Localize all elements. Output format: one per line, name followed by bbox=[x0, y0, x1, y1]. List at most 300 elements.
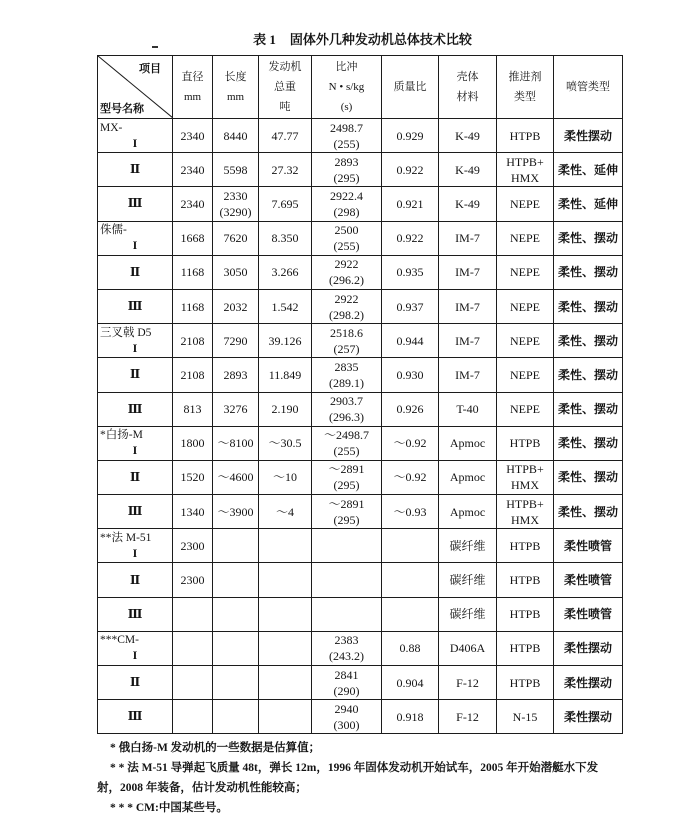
model-stage-cell bbox=[98, 529, 173, 563]
length-value: 8440 bbox=[223, 128, 248, 143]
case-value: IM-7 bbox=[455, 299, 480, 314]
mass-cell bbox=[259, 700, 312, 734]
model-stage-cell bbox=[98, 187, 173, 221]
nozzle-value: 柔性喷管 bbox=[563, 573, 612, 588]
isp-value: ～2891 bbox=[328, 496, 365, 511]
stage-number: I bbox=[132, 340, 138, 355]
length-cell bbox=[213, 460, 259, 494]
mass-ratio-cell bbox=[382, 187, 439, 221]
corner-label-item: 项目 bbox=[139, 63, 161, 75]
length-cell bbox=[213, 119, 259, 153]
header-line: 发动机 bbox=[268, 61, 302, 73]
isp-value: (255) bbox=[333, 444, 360, 459]
table-row bbox=[98, 631, 623, 665]
mass-ratio-value: 0.918 bbox=[396, 709, 424, 724]
propellant-value: NEPE bbox=[510, 402, 540, 417]
isp-value: (298) bbox=[333, 204, 360, 219]
table-row bbox=[98, 666, 623, 700]
table-title bbox=[180, 32, 545, 48]
mass-cell bbox=[259, 358, 312, 392]
mass-cell bbox=[259, 631, 312, 665]
stage-number: I bbox=[132, 443, 138, 458]
mass-ratio-value: ～0.93 bbox=[393, 504, 427, 519]
isp-cell bbox=[312, 426, 382, 460]
diameter-cell bbox=[173, 529, 213, 563]
propellant-cell bbox=[497, 153, 554, 187]
stage-number: Ⅲ bbox=[127, 196, 143, 211]
model-stage-cell bbox=[98, 597, 173, 631]
model-name: *白扬-M bbox=[100, 429, 143, 442]
diameter-value: 2108 bbox=[180, 367, 205, 382]
mass-value: ～4 bbox=[275, 504, 294, 519]
header-line: 长度 bbox=[224, 71, 247, 83]
mass-cell bbox=[259, 255, 312, 289]
model-name: MX- bbox=[100, 121, 123, 134]
mass-cell bbox=[259, 597, 312, 631]
isp-value: (295) bbox=[333, 170, 360, 185]
isp-cell bbox=[312, 153, 382, 187]
mass-ratio-value: 0.88 bbox=[399, 641, 421, 656]
nozzle-value: 柔性摆动 bbox=[563, 128, 612, 143]
mass-ratio-cell bbox=[382, 426, 439, 460]
stage-number: Ⅱ bbox=[129, 264, 141, 279]
nozzle-cell bbox=[554, 426, 623, 460]
nozzle-cell bbox=[554, 700, 623, 734]
stage-number: I bbox=[132, 648, 138, 663]
nozzle-cell bbox=[554, 324, 623, 358]
nozzle-value: 柔性摆动 bbox=[563, 675, 612, 690]
mass-value: ～10 bbox=[272, 470, 297, 485]
table-row bbox=[98, 700, 623, 734]
mass-ratio-value: 0.904 bbox=[396, 675, 424, 690]
diameter-cell bbox=[173, 426, 213, 460]
case-cell bbox=[439, 700, 497, 734]
header-propellant bbox=[497, 56, 554, 119]
propellant-cell bbox=[497, 529, 554, 563]
model-stage-cell bbox=[98, 289, 173, 323]
table-row bbox=[98, 563, 623, 597]
diameter-cell bbox=[173, 460, 213, 494]
isp-value: (300) bbox=[333, 717, 360, 732]
nozzle-cell bbox=[554, 529, 623, 563]
mass-ratio-cell bbox=[382, 392, 439, 426]
propellant-value: HMX bbox=[510, 170, 539, 185]
diameter-value: 1668 bbox=[180, 231, 205, 246]
case-cell bbox=[439, 563, 497, 597]
case-value: 碳纤维 bbox=[449, 573, 486, 588]
nozzle-cell bbox=[554, 495, 623, 529]
length-value: (3290) bbox=[219, 204, 252, 219]
isp-value: 2893 bbox=[334, 154, 359, 169]
mass-ratio-value: ～0.92 bbox=[393, 436, 427, 451]
mass-value: 3.266 bbox=[271, 265, 299, 280]
corner-label-model: 型号名称 bbox=[100, 103, 144, 115]
nozzle-cell bbox=[554, 666, 623, 700]
mass-ratio-value: 0.922 bbox=[396, 162, 424, 177]
header-line: 材料 bbox=[456, 91, 479, 103]
table-body bbox=[98, 119, 623, 734]
case-value: 碳纤维 bbox=[449, 607, 486, 622]
case-cell bbox=[439, 666, 497, 700]
case-cell bbox=[439, 597, 497, 631]
isp-cell bbox=[312, 597, 382, 631]
table-row bbox=[98, 460, 623, 494]
diameter-value: 2340 bbox=[180, 128, 205, 143]
stage-number: Ⅲ bbox=[127, 504, 143, 519]
case-value: F-12 bbox=[456, 675, 479, 690]
model-stage-cell bbox=[98, 119, 173, 153]
model-stage-cell bbox=[98, 563, 173, 597]
case-cell bbox=[439, 255, 497, 289]
mass-cell bbox=[259, 119, 312, 153]
diameter-cell bbox=[173, 495, 213, 529]
header-line: 类型 bbox=[514, 91, 536, 103]
table-row bbox=[98, 289, 623, 323]
mass-ratio-cell bbox=[382, 666, 439, 700]
table-number: 表 1 bbox=[253, 32, 276, 47]
propellant-cell bbox=[497, 495, 554, 529]
propellant-value: HMX bbox=[510, 478, 539, 493]
propellant-cell bbox=[497, 255, 554, 289]
isp-cell bbox=[312, 187, 382, 221]
stage-number: I bbox=[132, 238, 138, 253]
table-caption: 固体外几种发动机总体技术比较 bbox=[289, 32, 472, 47]
propellant-cell bbox=[497, 460, 554, 494]
diameter-cell bbox=[173, 324, 213, 358]
stage-number: Ⅲ bbox=[127, 299, 143, 314]
engine-comparison-table bbox=[97, 55, 623, 734]
mass-cell bbox=[259, 221, 312, 255]
table-row bbox=[98, 255, 623, 289]
isp-cell bbox=[312, 324, 382, 358]
header-mass bbox=[259, 56, 312, 119]
propellant-cell bbox=[497, 700, 554, 734]
header-line: 壳体 bbox=[456, 71, 479, 83]
diameter-value: 1520 bbox=[180, 470, 205, 485]
mass-cell bbox=[259, 460, 312, 494]
header-line: 质量比 bbox=[393, 81, 427, 93]
isp-value: (295) bbox=[333, 478, 360, 493]
stage-number: Ⅲ bbox=[127, 401, 143, 416]
diameter-cell bbox=[173, 153, 213, 187]
stage-number: I bbox=[132, 135, 138, 150]
model-name: **法 M-51 bbox=[100, 531, 152, 544]
footnote-1: * 俄白扬-M 发动机的一些数据是估算值； bbox=[110, 742, 321, 754]
case-value: K-49 bbox=[455, 162, 480, 177]
mass-ratio-value: 0.935 bbox=[396, 265, 424, 280]
propellant-value: HTPB+ bbox=[506, 496, 544, 511]
isp-cell bbox=[312, 631, 382, 665]
nozzle-value: 柔性、摆动 bbox=[557, 299, 618, 314]
table-row bbox=[98, 324, 623, 358]
diameter-cell bbox=[173, 289, 213, 323]
model-stage-cell bbox=[98, 358, 173, 392]
mass-cell bbox=[259, 187, 312, 221]
table-row bbox=[98, 187, 623, 221]
isp-value: 2498.7 bbox=[330, 120, 363, 135]
isp-cell bbox=[312, 392, 382, 426]
length-value: 3276 bbox=[223, 402, 248, 417]
mass-cell bbox=[259, 392, 312, 426]
mass-ratio-cell bbox=[382, 289, 439, 323]
header-case bbox=[439, 56, 497, 119]
mass-ratio-cell bbox=[382, 460, 439, 494]
mass-value: 1.542 bbox=[271, 299, 299, 314]
model-stage-cell bbox=[98, 460, 173, 494]
table-row bbox=[98, 358, 623, 392]
length-value: 7620 bbox=[223, 231, 248, 246]
case-cell bbox=[439, 324, 497, 358]
nozzle-cell bbox=[554, 119, 623, 153]
isp-value: (289.1) bbox=[329, 375, 364, 390]
isp-value: (257) bbox=[333, 341, 360, 356]
propellant-value: NEPE bbox=[510, 196, 540, 211]
isp-value: 2903.7 bbox=[330, 394, 363, 409]
mass-ratio-value: 0.922 bbox=[396, 231, 424, 246]
case-cell bbox=[439, 392, 497, 426]
diameter-value: 2300 bbox=[180, 538, 205, 553]
mass-cell bbox=[259, 426, 312, 460]
diameter-value: 2340 bbox=[180, 196, 205, 211]
propellant-value: HTPB bbox=[509, 538, 541, 553]
header-line: mm bbox=[183, 91, 202, 103]
case-cell bbox=[439, 187, 497, 221]
mass-value: 8.350 bbox=[271, 231, 299, 246]
propellant-cell bbox=[497, 426, 554, 460]
nozzle-value: 柔性喷管 bbox=[563, 607, 612, 622]
isp-value: 2500 bbox=[334, 223, 359, 238]
isp-value: ～2891 bbox=[328, 462, 365, 477]
diameter-cell bbox=[173, 666, 213, 700]
diameter-value: 2300 bbox=[180, 573, 205, 588]
length-cell bbox=[213, 563, 259, 597]
case-cell bbox=[439, 495, 497, 529]
model-name: ***CM- bbox=[100, 634, 139, 647]
stage-number: I bbox=[132, 545, 138, 560]
isp-value: 2940 bbox=[334, 701, 359, 716]
case-cell bbox=[439, 460, 497, 494]
length-cell bbox=[213, 529, 259, 563]
mass-ratio-value: 0.930 bbox=[396, 367, 424, 382]
length-cell bbox=[213, 289, 259, 323]
length-cell bbox=[213, 324, 259, 358]
model-name: 侏儒- bbox=[100, 224, 127, 237]
diameter-cell bbox=[173, 187, 213, 221]
nozzle-cell bbox=[554, 153, 623, 187]
propellant-cell bbox=[497, 289, 554, 323]
propellant-value: HTPB bbox=[509, 675, 541, 690]
case-cell bbox=[439, 119, 497, 153]
length-value: 2893 bbox=[223, 367, 248, 382]
diameter-cell bbox=[173, 358, 213, 392]
mass-ratio-value: 0.944 bbox=[396, 333, 424, 348]
length-cell bbox=[213, 666, 259, 700]
diameter-cell bbox=[173, 255, 213, 289]
header-line: 总重 bbox=[274, 81, 296, 93]
mass-ratio-cell bbox=[382, 324, 439, 358]
footnote-2-continued: 射，2008 年装备，估计发动机性能较高； bbox=[97, 782, 307, 794]
mass-value: ～30.5 bbox=[268, 436, 302, 451]
case-cell bbox=[439, 153, 497, 187]
nozzle-cell bbox=[554, 563, 623, 597]
isp-cell bbox=[312, 358, 382, 392]
header-line: mm bbox=[226, 91, 245, 103]
propellant-value: HTPB+ bbox=[506, 462, 544, 477]
diameter-cell bbox=[173, 119, 213, 153]
length-value: ～8100 bbox=[217, 436, 254, 451]
header-mass-ratio bbox=[382, 56, 439, 119]
table-row bbox=[98, 392, 623, 426]
propellant-cell bbox=[497, 597, 554, 631]
case-value: D406A bbox=[449, 641, 486, 656]
model-stage-cell bbox=[98, 255, 173, 289]
nozzle-value: 柔性、摆动 bbox=[557, 231, 618, 246]
mass-ratio-cell bbox=[382, 563, 439, 597]
nozzle-value: 柔性、延伸 bbox=[557, 162, 618, 177]
case-value: IM-7 bbox=[455, 333, 480, 348]
nozzle-value: 柔性、摆动 bbox=[557, 333, 618, 348]
isp-value: 2922.4 bbox=[330, 188, 363, 203]
mass-ratio-cell bbox=[382, 358, 439, 392]
nozzle-value: 柔性、摆动 bbox=[557, 504, 618, 519]
nozzle-cell bbox=[554, 460, 623, 494]
length-value: ～3900 bbox=[217, 504, 254, 519]
length-cell bbox=[213, 631, 259, 665]
table-row bbox=[98, 221, 623, 255]
mass-value: 2.190 bbox=[271, 402, 299, 417]
mass-value: 27.32 bbox=[271, 162, 299, 177]
length-cell bbox=[213, 255, 259, 289]
diameter-value: 1168 bbox=[180, 265, 205, 280]
nozzle-cell bbox=[554, 597, 623, 631]
isp-value: (296.2) bbox=[329, 273, 364, 288]
model-stage-cell bbox=[98, 700, 173, 734]
isp-value: 2922 bbox=[334, 291, 359, 306]
model-stage-cell bbox=[98, 495, 173, 529]
propellant-value: HMX bbox=[510, 512, 539, 527]
case-cell bbox=[439, 358, 497, 392]
isp-value: 2841 bbox=[334, 667, 359, 682]
nozzle-cell bbox=[554, 358, 623, 392]
propellant-value: HTPB bbox=[509, 128, 541, 143]
isp-cell bbox=[312, 563, 382, 597]
table-row bbox=[98, 153, 623, 187]
isp-cell bbox=[312, 529, 382, 563]
model-stage-cell bbox=[98, 666, 173, 700]
propellant-value: HTPB bbox=[509, 573, 541, 588]
case-value: IM-7 bbox=[455, 265, 480, 280]
length-value: 2032 bbox=[223, 299, 248, 314]
isp-value: (295) bbox=[333, 512, 360, 527]
length-cell bbox=[213, 153, 259, 187]
mass-ratio-cell bbox=[382, 221, 439, 255]
nozzle-cell bbox=[554, 392, 623, 426]
mass-cell bbox=[259, 666, 312, 700]
propellant-value: NEPE bbox=[510, 265, 540, 280]
propellant-value: HTPB+ bbox=[506, 154, 544, 169]
header-line: (s) bbox=[340, 101, 353, 113]
length-cell bbox=[213, 700, 259, 734]
model-stage-cell bbox=[98, 221, 173, 255]
model-stage-cell bbox=[98, 426, 173, 460]
propellant-cell bbox=[497, 221, 554, 255]
length-cell bbox=[213, 495, 259, 529]
mass-ratio-cell bbox=[382, 255, 439, 289]
length-value: 2330 bbox=[223, 188, 248, 203]
footnote-2: * * 法 M-51 导弹起飞质量 48t，弹长 12m，1996 年固体发动机开始试车，2005 年开始潜艇水下发 bbox=[110, 762, 599, 774]
length-value: ～4600 bbox=[217, 470, 254, 485]
stage-number: Ⅱ bbox=[129, 469, 141, 484]
nozzle-value: 柔性、摆动 bbox=[557, 367, 618, 382]
isp-value: (290) bbox=[333, 683, 360, 698]
length-cell bbox=[213, 597, 259, 631]
case-value: F-12 bbox=[456, 709, 479, 724]
table-row bbox=[98, 597, 623, 631]
mass-ratio-cell bbox=[382, 631, 439, 665]
propellant-value: HTPB bbox=[509, 641, 541, 656]
case-value: Apmoc bbox=[449, 470, 486, 485]
stage-number: Ⅲ bbox=[127, 709, 143, 724]
model-stage-cell bbox=[98, 324, 173, 358]
mass-cell bbox=[259, 495, 312, 529]
table-row bbox=[98, 495, 623, 529]
corner-header bbox=[98, 56, 173, 119]
diameter-value: 1340 bbox=[180, 504, 205, 519]
model-stage-cell bbox=[98, 631, 173, 665]
header-length bbox=[213, 56, 259, 119]
stage-number: Ⅱ bbox=[129, 162, 141, 177]
propellant-cell bbox=[497, 392, 554, 426]
nozzle-cell bbox=[554, 221, 623, 255]
mass-value: 39.126 bbox=[268, 333, 302, 348]
footnotes bbox=[97, 738, 657, 818]
mass-ratio-value: 0.937 bbox=[396, 299, 424, 314]
mass-cell bbox=[259, 324, 312, 358]
case-value: Apmoc bbox=[449, 504, 486, 519]
mass-ratio-cell bbox=[382, 495, 439, 529]
header-line: 吨 bbox=[279, 101, 291, 113]
header-diameter bbox=[173, 56, 213, 119]
nozzle-value: 柔性、摆动 bbox=[557, 265, 618, 280]
header-line: N • s/kg bbox=[328, 81, 365, 93]
stage-number: Ⅱ bbox=[129, 572, 141, 587]
isp-value: (255) bbox=[333, 239, 360, 254]
scan-mark bbox=[152, 46, 158, 48]
header-line: 推进剂 bbox=[508, 71, 542, 83]
nozzle-cell bbox=[554, 255, 623, 289]
mass-value: 11.849 bbox=[268, 367, 302, 382]
stage-number: Ⅱ bbox=[129, 675, 141, 690]
mass-cell bbox=[259, 563, 312, 597]
diameter-value: 2108 bbox=[180, 333, 205, 348]
mass-value: 47.77 bbox=[271, 128, 299, 143]
isp-value: 2383 bbox=[334, 633, 359, 648]
diameter-value: 1800 bbox=[180, 436, 205, 451]
mass-cell bbox=[259, 153, 312, 187]
nozzle-cell bbox=[554, 631, 623, 665]
length-value: 7290 bbox=[223, 333, 248, 348]
case-cell bbox=[439, 289, 497, 323]
isp-cell bbox=[312, 460, 382, 494]
nozzle-cell bbox=[554, 289, 623, 323]
footnote-3: * * * CM:中国某些号。 bbox=[110, 802, 228, 814]
length-cell bbox=[213, 221, 259, 255]
isp-value: ～2498.7 bbox=[323, 428, 369, 443]
mass-cell bbox=[259, 289, 312, 323]
isp-value: (296.3) bbox=[329, 410, 364, 425]
case-value: K-49 bbox=[455, 128, 480, 143]
isp-value: 2518.6 bbox=[330, 325, 363, 340]
